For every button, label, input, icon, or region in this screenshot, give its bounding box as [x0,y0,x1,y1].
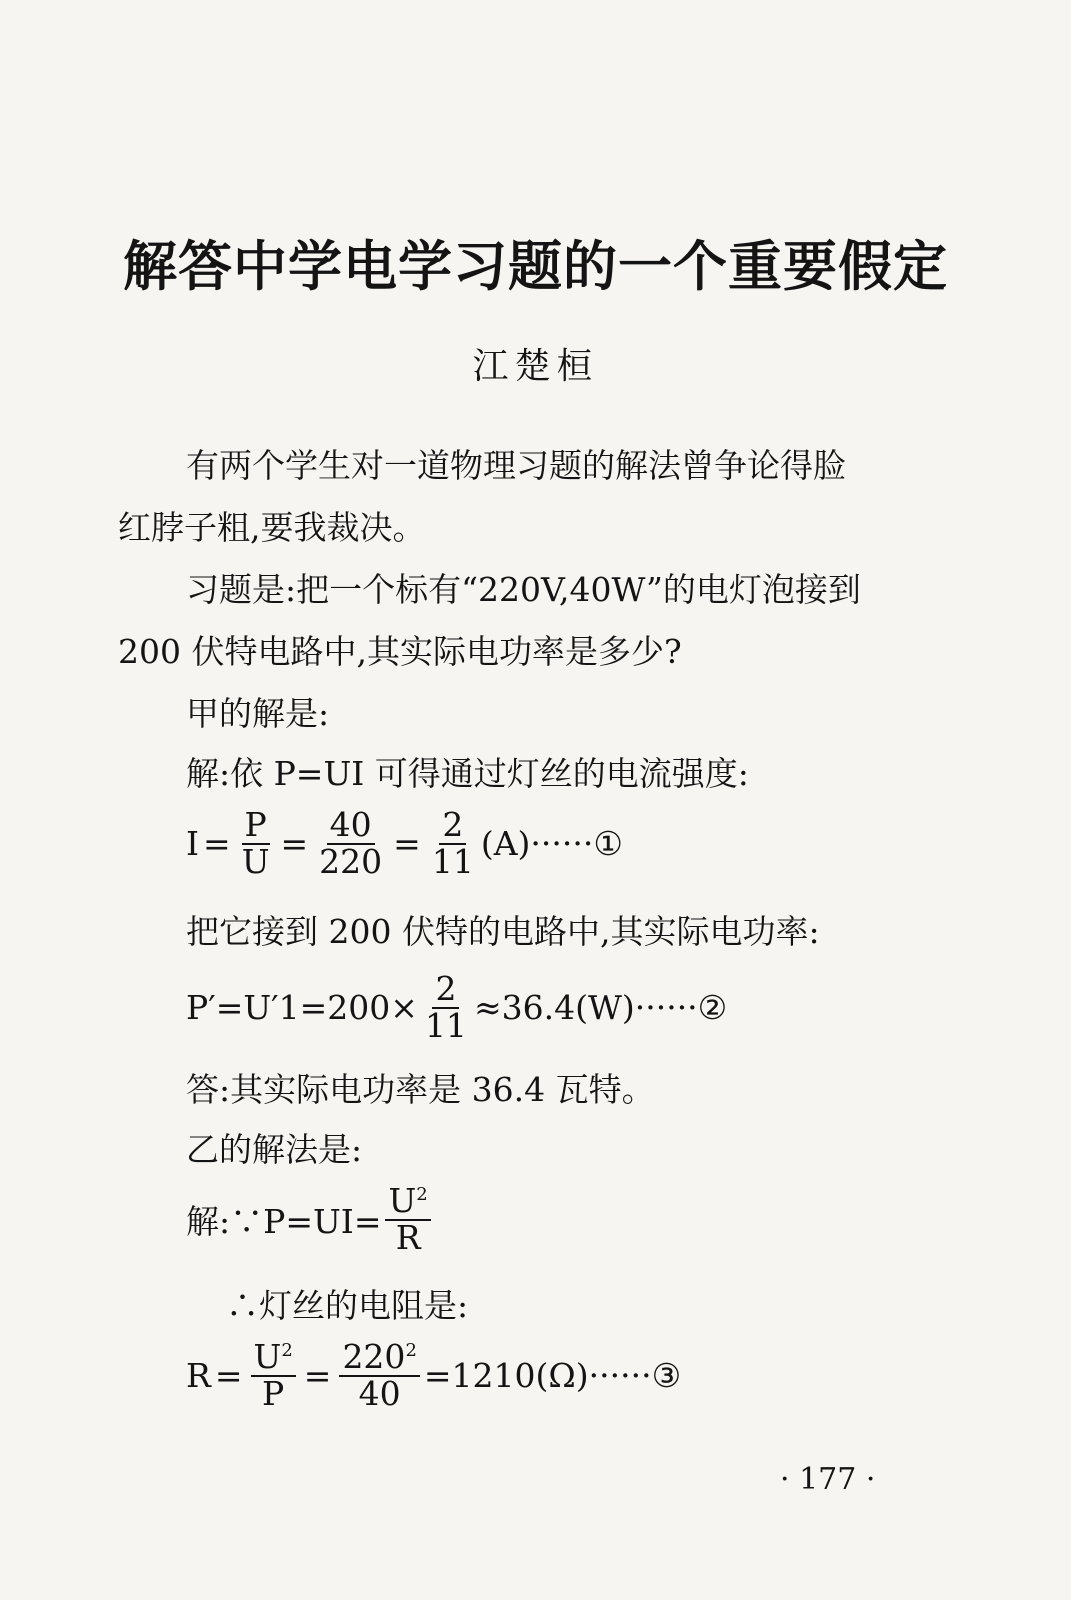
equation-3 [186,1181,435,1257]
fraction [339,1337,419,1413]
equals-sign: = [393,824,421,864]
paragraph-line: 甲的解是: [186,694,330,733]
paragraph-line: ∴灯丝的电阻是: [226,1286,469,1325]
fraction-denominator: R [395,1217,421,1257]
equals-sign: = [214,1356,243,1396]
paragraph-line: 解:依 P=UI 可得通过灯丝的电流强度: [186,754,749,793]
fraction [251,1337,296,1413]
equals-sign: = [303,1356,332,1396]
fraction [239,805,273,881]
fraction [385,1181,430,1257]
eq4-lhs: R [186,1356,211,1396]
paragraph-line: 红脖子粗,要我裁决。 [118,508,426,547]
eq1-lhs: I [186,824,200,864]
eq1-tail: (A)······① [480,824,623,864]
fraction [316,805,385,881]
fraction-denominator: 11 [431,841,474,881]
fraction-numerator: 40 [327,808,375,845]
page-number: · 177 · [780,1462,876,1497]
fraction-numerator: $220^2$ [339,1340,419,1377]
equation-1 [186,805,623,881]
paragraph-line: 把它接到 200 伏特的电路中,其实际电功率: [186,912,820,951]
paragraph-line: 有两个学生对一道物理习题的解法曾争论得脸 [186,446,846,485]
page-title: 解答中学电学习题的一个重要假定 [123,234,948,298]
fraction-numerator: $U^2$ [385,1184,430,1221]
equation-4 [186,1337,682,1413]
eq2-tail: ≈36.4(W)······② [473,988,728,1028]
eq2-lhs: P′=U′1=200× [186,988,418,1028]
eq4-tail: =1210(Ω)······③ [423,1356,682,1396]
eq3-lhs: 解:∵P=UI= [186,1202,382,1242]
paragraph-line: 答:其实际电功率是 36.4 瓦特。 [186,1070,655,1109]
fraction-denominator: U [241,841,270,881]
fraction-numerator: 2 [439,808,466,845]
paragraph-line: 乙的解法是: [186,1130,363,1169]
fraction-denominator: 11 [424,1005,467,1045]
equation-2 [186,969,728,1045]
fraction-denominator: P [262,1373,285,1413]
fraction-numerator: 2 [432,972,459,1009]
equals-sign: = [203,824,231,864]
fraction-denominator: 40 [358,1373,401,1413]
fraction [429,805,477,881]
paragraph-line: 习题是:把一个标有“220V,40W”的电灯泡接到 [186,570,861,609]
paragraph-line: 200 伏特电路中,其实际电功率是多少? [118,632,682,671]
fraction-denominator: 220 [319,841,383,881]
author-name: 江楚桓 [472,346,599,387]
fraction [422,969,470,1045]
fraction-numerator: P [242,808,270,845]
equals-sign: = [280,824,309,864]
fraction-numerator: $U^2$ [251,1340,296,1377]
